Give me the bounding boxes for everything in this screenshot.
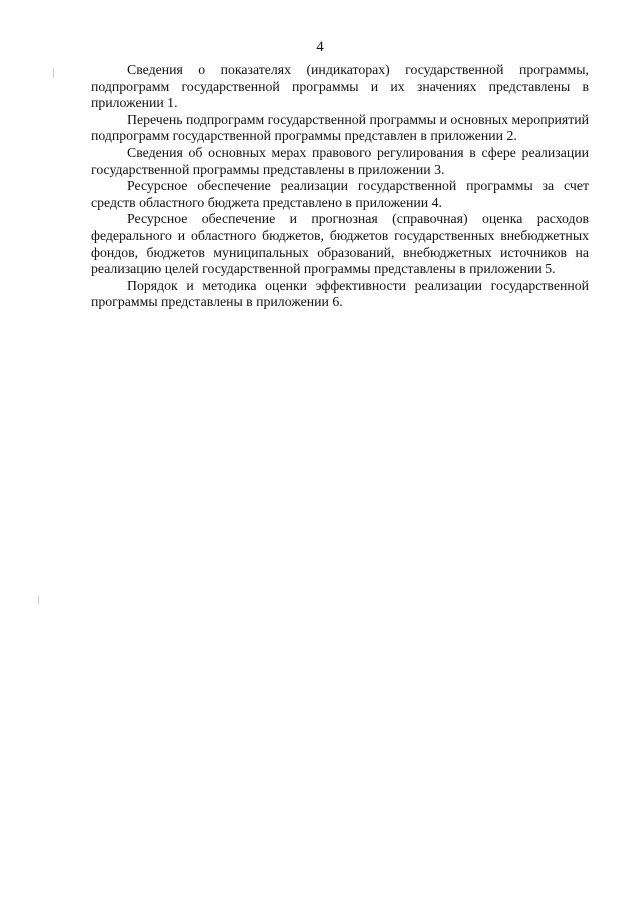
paragraph-regional-budget: Ресурсное обеспечение реализации государственной программы за счет средств областного бюджета представлено в приложении 4.	[91, 178, 589, 210]
paragraph-legal-regulation: Сведения об основных мерах правового регулирования в сфере реализации государственной программы представлены в приложении 3.	[91, 144, 589, 177]
document-body	[91, 62, 589, 311]
paragraph-indicators: Сведения о показателях (индикаторах) государственной программы, подпрограмм государственной программы и их значениях представлены в приложении 1.	[91, 62, 589, 111]
paragraph-efficiency-method: Порядок и методика оценки эффективности реализации государственной программы представлены в приложении 6.	[91, 277, 589, 310]
paragraph-subprograms-list: Перечень подпрограмм государственной программы и основных мероприятий подпрограмм государственной программы представлен в приложении 2.	[91, 111, 589, 144]
paragraph-forecast-expenses: Ресурсное обеспечение и прогнозная (справочная) оценка расходов федерального и областного бюджетов, бюджетов государственных внебюджетных фондов, бюджетов муниципальных образований, внебюджетных источников на реализацию целей государственной программы представлены в приложении 5.	[91, 211, 589, 277]
page-number: 4	[316, 39, 324, 55]
scan-margin-mark	[38, 596, 39, 604]
scan-margin-mark	[53, 68, 54, 78]
